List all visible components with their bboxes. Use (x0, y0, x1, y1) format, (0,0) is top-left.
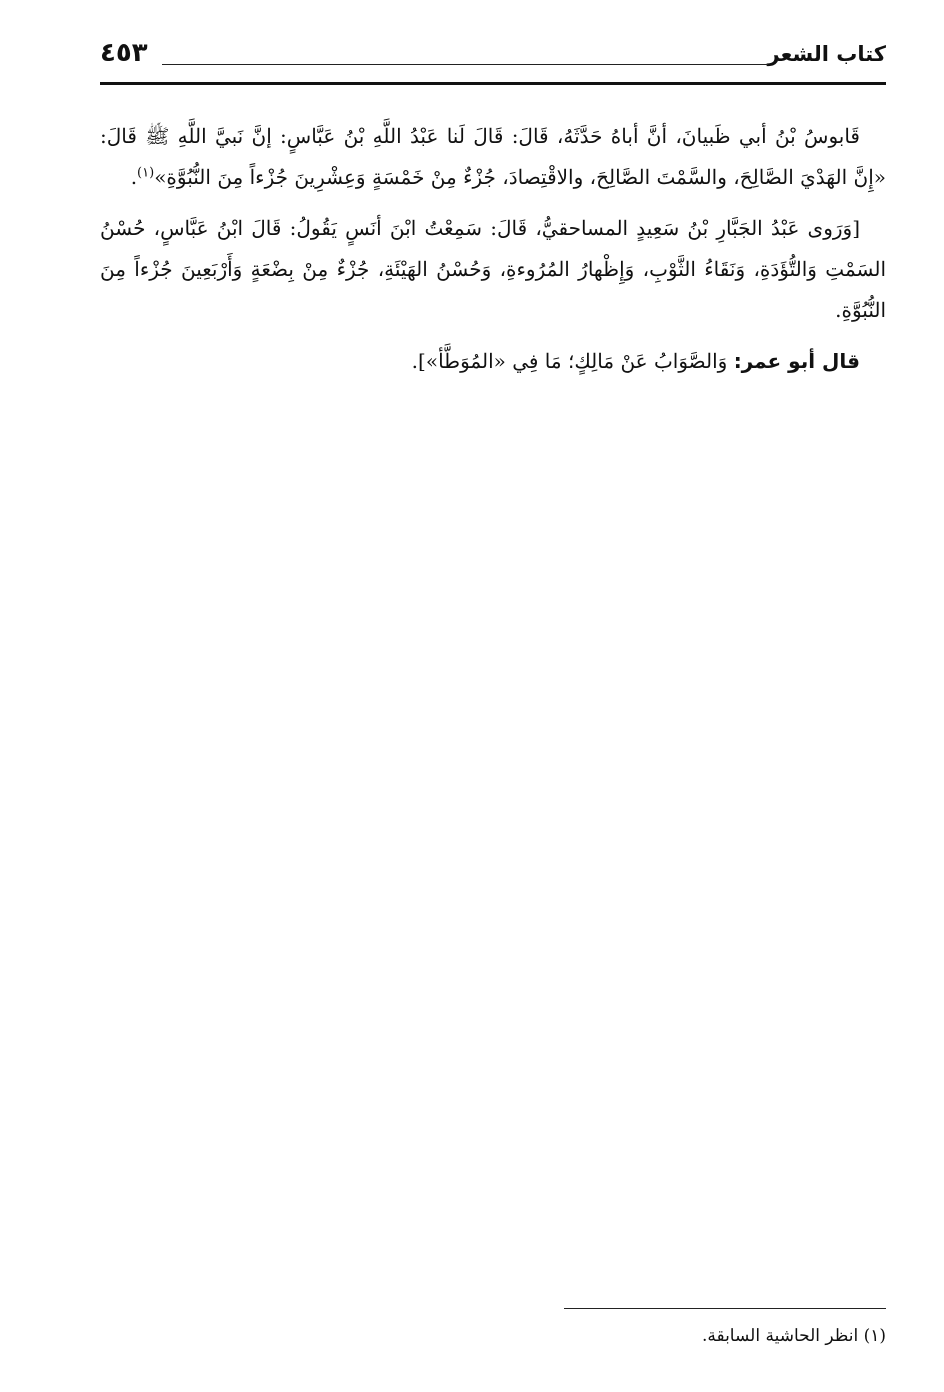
book-title: كتاب الشعر (767, 42, 886, 66)
header-leader-line (162, 64, 768, 65)
speaker-lead: قال أبو عمر: (733, 349, 860, 373)
running-header (100, 38, 886, 78)
footnote: (١) انظر الحاشية السابقة. (701, 1326, 886, 1346)
paragraph-end: . (130, 165, 138, 189)
header-rule (100, 82, 886, 85)
paragraph (100, 116, 886, 198)
paragraph-text: قَابوسُ بْنُ أبي ظَبيانَ، أنَّ أباهُ حَدَّثَهُ، قَالَ: قَالَ لَنا عَبْدُ اللَّهِ بْنُ عَبَّاسٍ: إنَّ نَبيَّ اللَّهِ ﷺ قَالَ: «إِنَّ الهَدْيَ الصَّالِحَ، والسَّمْتَ الصَّالِحَ، والاقْتِصادَ، جُزْءٌ مِنْ خَمْسَةٍ وَعِشْرِينَ جُزْءاً مِنَ النُّبُوَّةِ» (100, 124, 886, 189)
paragraph-text: [وَرَوى عَبْدُ الجَبَّارِ بْنُ سَعِيدٍ المساحقيُّ، قَالَ: سَمِعْتُ ابْنَ أنَسٍ يَقُولُ: قَالَ ابْنُ عَبَّاسٍ، حُسْنُ السَمْتِ وَالتُّؤَدَةِ، وَنَقَاءُ الثَّوْبِ، وَإِظْهارُ المُرُوءةِ، وَحُسْنُ الهَيْئَةِ، جُزْءٌ مِنْ بِضْعَةٍ وَأَرْبَعِينَ جُزْءاً مِنَ النُّبُوَّةِ. (100, 216, 886, 322)
page-number: ٤٥٣ (100, 38, 148, 68)
paragraph (100, 341, 886, 382)
footnote-separator (564, 1308, 886, 1309)
main-text (100, 116, 886, 392)
footnote-reference: (١) (137, 165, 155, 181)
paragraph-text: وَالصَّوَابُ عَنْ مَالِكٍ؛ مَا فِي «المُوَطَّأ»]. (411, 349, 734, 373)
paragraph (100, 208, 886, 331)
